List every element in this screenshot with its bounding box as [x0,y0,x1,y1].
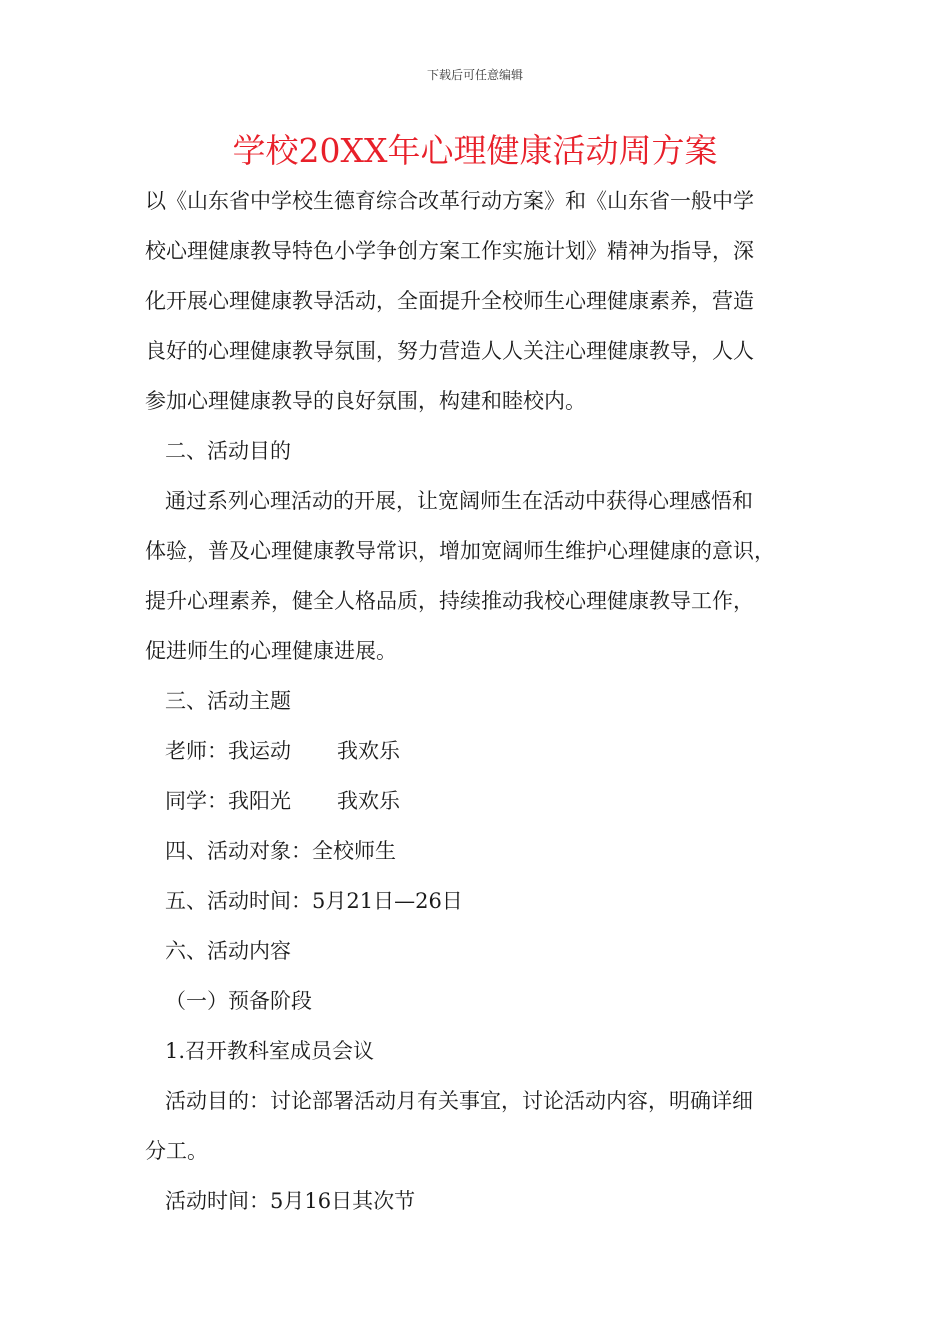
intro-line: 良好的心理健康教导氛围，努力营造人人关注心理健康教导，人人 [145,339,754,363]
section-time: 五、活动时间：5月21日—26日 [165,889,463,913]
item-time: 活动时间：5月16日其次节 [165,1189,416,1213]
theme-teacher [145,726,825,776]
section-heading-content: 六、活动内容 [165,939,291,963]
theme-teacher-label: 老师：我运动 [165,739,291,763]
purpose-line: 体验，普及心理健康教导常识，增加宽阔师生维护心理健康的意识， [145,539,775,563]
intro-line: 以《山东省中学校生德育综合改革行动方案》和《山东省一般中学 [145,189,754,213]
intro-line: 参加心理健康教导的良好氛围，构建和睦校内。 [145,389,586,413]
item-purpose-line: 分工。 [145,1139,208,1163]
theme-student-slogan: 我欢乐 [337,789,400,813]
section-target: 四、活动对象：全校师生 [165,839,396,863]
purpose-line: 通过系列心理活动的开展，让宽阔师生在活动中获得心理感悟和 [165,489,753,513]
section-heading-theme: 三、活动主题 [165,689,291,713]
purpose-line: 提升心理素养，健全人格品质，持续推动我校心理健康教导工作， [145,589,754,613]
document-title: 学校20XX年心理健康活动周方案 [232,131,718,170]
section-heading-purpose: 二、活动目的 [165,439,291,463]
item-purpose-line: 活动目的：讨论部署活动月有关事宜，讨论活动内容，明确详细 [165,1089,753,1113]
intro-line: 化开展心理健康教导活动，全面提升全校师生心理健康素养，营造 [145,289,754,313]
theme-student [145,776,825,826]
item-heading: 1.召开教科室成员会议 [165,1039,375,1063]
intro-line: 校心理健康教导特色小学争创方案工作实施计划》精神为指导，深 [145,239,754,263]
purpose-line: 促进师生的心理健康进展。 [145,639,397,663]
theme-teacher-slogan: 我欢乐 [337,739,400,763]
header-note: 下载后可任意编辑 [426,68,523,82]
theme-student-label: 同学：我阳光 [165,789,291,813]
document-body [145,176,825,1226]
stage-heading: （一）预备阶段 [165,989,312,1013]
